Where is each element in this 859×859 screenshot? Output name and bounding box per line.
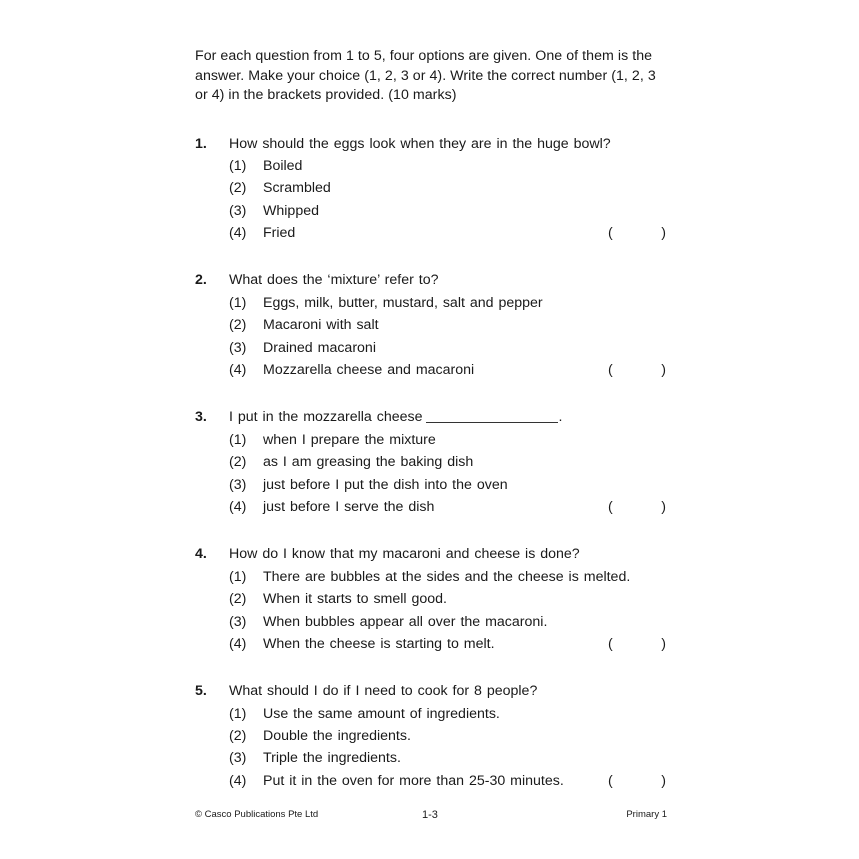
option-number: (1)	[229, 431, 247, 448]
option-text: When bubbles appear all over the macaroni.	[263, 613, 548, 630]
option-row	[195, 337, 670, 359]
option-text: Fried	[263, 225, 296, 242]
option-text: Macaroni with salt	[263, 317, 379, 334]
option-number: (1)	[229, 568, 247, 585]
level-label: Primary 1	[626, 809, 667, 820]
option-row	[195, 725, 670, 747]
option-number: (4)	[229, 772, 247, 789]
publisher-credit: © Casco Publications Pte Ltd	[195, 809, 319, 820]
option-number: (2)	[229, 180, 247, 197]
option-text: Put it in the oven for more than 25-30 minutes.	[263, 772, 564, 789]
option-number: (1)	[229, 705, 247, 722]
question-1	[195, 133, 670, 245]
option-row	[195, 292, 670, 314]
page-number: 1-3	[422, 809, 438, 821]
answer-bracket-1[interactable]	[608, 222, 666, 244]
question-number: 3.	[195, 409, 207, 426]
option-text: Use the same amount of ingredients.	[263, 705, 500, 722]
answer-bracket-3[interactable]	[608, 496, 666, 518]
option-number: (2)	[229, 454, 247, 471]
option-text: Boiled	[263, 157, 303, 174]
option-number: (1)	[229, 294, 247, 311]
option-number: (3)	[229, 202, 247, 219]
bracket-open: (	[608, 635, 613, 652]
option-number: (4)	[229, 225, 247, 242]
answer-bracket-5[interactable]	[608, 770, 666, 792]
question-3	[195, 406, 670, 518]
option-row	[195, 314, 670, 336]
bracket-close: )	[661, 498, 666, 515]
option-number: (4)	[229, 635, 247, 652]
page-footer	[195, 808, 667, 822]
option-row	[195, 222, 670, 244]
question-5	[195, 680, 670, 792]
instructions-text: For each question from 1 to 5, four options are given. One of them is the answer. Make your choice (1, 2, 3 or 4). Write the correct number (1, 2, 3 or 4) in the brackets provided. (10 marks)	[195, 48, 656, 103]
option-number: (4)	[229, 498, 247, 515]
question-2	[195, 269, 670, 381]
option-row	[195, 611, 670, 633]
option-text: When it starts to smell good.	[263, 591, 447, 608]
bracket-open: (	[608, 498, 613, 515]
option-row	[195, 633, 670, 655]
question-number: 4.	[195, 546, 207, 563]
option-row	[195, 474, 670, 496]
bracket-close: )	[661, 772, 666, 789]
question-text: How do I know that my macaroni and cheese is done?	[229, 546, 580, 563]
question-4	[195, 543, 670, 655]
option-row	[195, 566, 670, 588]
option-number: (2)	[229, 317, 247, 334]
question-text: I put in the mozzarella cheese	[229, 409, 423, 426]
option-row	[195, 429, 670, 451]
option-number: (3)	[229, 750, 247, 767]
option-number: (3)	[229, 613, 247, 630]
question-text: What does the ‘mixture’ refer to?	[229, 272, 439, 289]
option-row	[195, 359, 670, 381]
option-row	[195, 588, 670, 610]
option-text: just before I put the dish into the oven	[263, 476, 508, 493]
option-number: (2)	[229, 591, 247, 608]
worksheet-page	[195, 47, 670, 792]
option-text: as I am greasing the baking dish	[263, 454, 474, 471]
option-row	[195, 155, 670, 177]
bracket-close: )	[661, 635, 666, 652]
option-number: (4)	[229, 362, 247, 379]
option-text: Scrambled	[263, 180, 331, 197]
question-text-end: .	[558, 409, 563, 426]
option-text: Mozzarella cheese and macaroni	[263, 362, 475, 379]
bracket-close: )	[661, 362, 666, 379]
option-row	[195, 770, 670, 792]
option-row	[195, 177, 670, 199]
option-row	[195, 747, 670, 769]
question-text-wrapper	[229, 406, 562, 428]
option-text: Whipped	[263, 202, 319, 219]
answer-bracket-2[interactable]	[608, 359, 666, 381]
bracket-close: )	[661, 225, 666, 242]
bracket-open: (	[608, 772, 613, 789]
option-text: when I prepare the mixture	[263, 431, 436, 448]
option-row	[195, 200, 670, 222]
bracket-open: (	[608, 225, 613, 242]
option-row	[195, 703, 670, 725]
option-number: (3)	[229, 476, 247, 493]
option-number: (2)	[229, 728, 247, 745]
option-text: There are bubbles at the sides and the cheese is melted.	[263, 568, 631, 585]
question-text: What should I do if I need to cook for 8 people?	[229, 683, 538, 700]
option-text: When the cheese is starting to melt.	[263, 635, 495, 652]
option-text: just before I serve the dish	[263, 498, 435, 515]
answer-bracket-4[interactable]	[608, 633, 666, 655]
fill-in-blank-line[interactable]	[426, 408, 558, 423]
bracket-open: (	[608, 362, 613, 379]
option-number: (3)	[229, 339, 247, 356]
option-number: (1)	[229, 157, 247, 174]
option-text: Triple the ingredients.	[263, 750, 401, 767]
option-row	[195, 496, 670, 518]
option-text: Eggs, milk, butter, mustard, salt and pepper	[263, 294, 543, 311]
question-text: How should the eggs look when they are in the huge bowl?	[229, 135, 611, 152]
option-text: Drained macaroni	[263, 339, 376, 356]
option-text: Double the ingredients.	[263, 728, 411, 745]
option-row	[195, 451, 670, 473]
question-number: 2.	[195, 272, 207, 289]
question-number: 5.	[195, 683, 207, 700]
question-number: 1.	[195, 135, 207, 152]
